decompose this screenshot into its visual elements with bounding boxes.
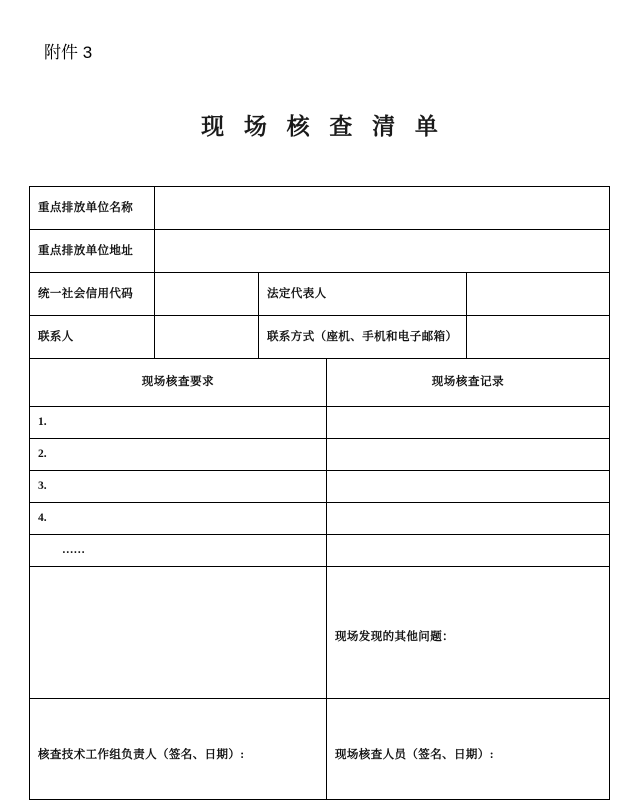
site-inspection-form [29,186,610,800]
checklist-row [30,439,610,471]
other-issues-label: 现场发现的其他问题： [327,567,610,699]
checklist-item-number: 1. [30,407,327,439]
checklist-item-number: 3. [30,471,327,503]
signature-row [30,699,610,800]
other-issues-left-blank[interactable] [30,567,327,699]
other-issues-row [30,567,610,699]
column-header-record: 现场核查记录 [327,359,610,407]
field-label-contact-person: 联系人 [30,316,155,359]
checklist-row [30,407,610,439]
checklist-item-record[interactable] [327,407,610,439]
table-row [30,230,610,273]
checklist-row [30,471,610,503]
field-label-unit-address: 重点排放单位地址 [30,230,155,273]
checklist-item-record[interactable] [327,535,610,567]
field-value-contact-person[interactable] [155,316,259,359]
field-value-credit-code[interactable] [155,273,259,316]
page-title: 现 场 核 查 清 单 [201,114,445,139]
column-header-requirement: 现场核查要求 [30,359,327,407]
checklist-item-record[interactable] [327,471,610,503]
checklist-item-number: 2. [30,439,327,471]
table-row [30,316,610,359]
field-value-unit-name[interactable] [155,187,610,230]
field-value-unit-address[interactable] [155,230,610,273]
signature-leader-label[interactable]: 核查技术工作组负责人（签名、日期）: [30,699,327,800]
field-label-legal-representative: 法定代表人 [259,273,467,316]
field-value-legal-representative[interactable] [467,273,610,316]
table-row [30,273,610,316]
checklist-item-record[interactable] [327,503,610,535]
field-value-contact-method[interactable] [467,316,610,359]
checklist-row [30,535,610,567]
checklist-header-row [30,359,610,407]
checklist-item-ellipsis: …… [30,535,327,567]
signature-inspector-label[interactable]: 现场核查人员（签名、日期）: [327,699,610,800]
field-label-credit-code: 统一社会信用代码 [30,273,155,316]
attachment-label: 附件 3 [44,43,93,62]
checklist-item-number: 4. [30,503,327,535]
checklist-row [30,503,610,535]
field-label-unit-name: 重点排放单位名称 [30,187,155,230]
table-row [30,187,610,230]
checklist-item-record[interactable] [327,439,610,471]
field-label-contact-method: 联系方式（座机、手机和电子邮箱） [259,316,467,359]
